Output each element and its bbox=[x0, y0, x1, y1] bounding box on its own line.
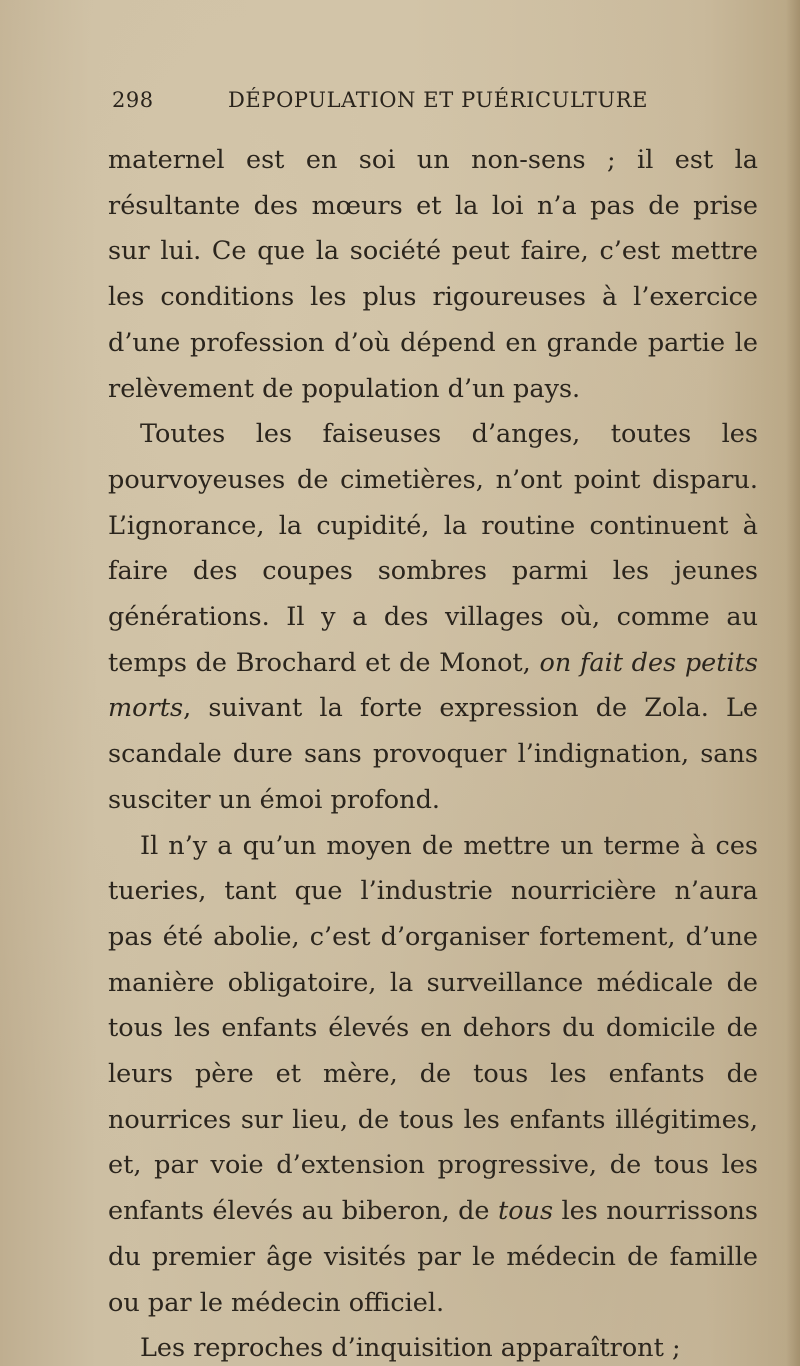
paragraph-2-italic-quote: on fait des petits morts bbox=[108, 647, 758, 724]
paragraph-4: Les reproches d’inquisition apparaîtront ; bbox=[140, 1333, 681, 1364]
body-text bbox=[108, 138, 758, 1366]
page-header bbox=[112, 88, 712, 124]
paragraph-2-text-a: Toutes les faiseuses d’anges, toutes les pourvoyeuses de cimetières, n’ont point disparu. L’ignorance, la cupidité, la routine continuent à faire des coupes sombres parmi les jeunes générations. Il y a des villages où, comme au temps de Brochard et de Monot, bbox=[108, 419, 758, 678]
page-number: 298 bbox=[112, 88, 154, 112]
paragraph-3-italic-word: tous bbox=[497, 1196, 554, 1227]
paragraph-2-text-b: , suivant la forte expression de Zola. Le scandale dure sans provoquer l’indignation, sans susciter un émoi profond. bbox=[108, 693, 758, 815]
paragraph-3 bbox=[108, 824, 758, 1327]
paragraph-1: maternel est en soi un non-sens ; il est la résultante des mœurs et la loi n’a pas de prise sur lui. Ce que la société peut faire, c’est mettre les conditions les plus rigoureuses à l’exercice d’une profession d’où dépend en grande partie le relèvement de population d’un pays. bbox=[108, 145, 758, 404]
paragraph-3-text-b: les nourrissons du premier âge visités par le médecin de famille ou par le médecin officiel. bbox=[108, 1196, 759, 1318]
paragraph-3-text-a: Il n’y a qu’un moyen de mettre un terme à ces tueries, tant que l’industrie nourricière n’aura pas été abolie, c’est d’organiser fortement, d’une manière obligatoire, la surveillance médicale de tous les enfants élevés en dehors du domicile de leurs père et mère, de tous les enfants de nourrices sur lieu, de tous les enfants illégitimes, et, par voie d’extension progressive, de tous les enfants élevés au biberon, de bbox=[108, 830, 758, 1227]
page-edge-shadow bbox=[786, 0, 800, 1366]
paragraph-2 bbox=[108, 412, 758, 823]
running-head: DÉPOPULATION ET PUÉRICULTURE bbox=[228, 88, 649, 112]
